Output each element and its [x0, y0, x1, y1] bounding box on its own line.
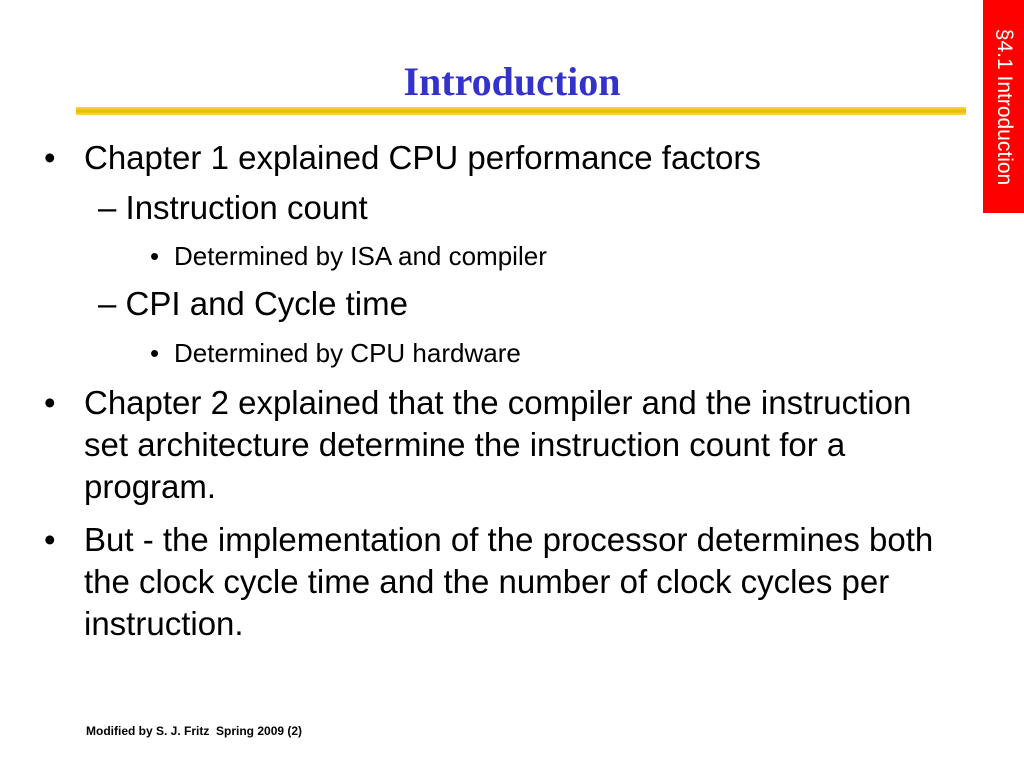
bullet-text: CPI and Cycle time	[125, 285, 408, 322]
bullet-level2	[98, 187, 898, 229]
bullet-level1	[44, 519, 944, 645]
bullet-marker: •	[44, 384, 56, 421]
bullet-level3	[150, 240, 934, 272]
slide-footer: Modified by S. J. Fritz Spring 2009 (2)	[86, 724, 303, 738]
bullet-text: Chapter 2 explained that the compiler and the instruction set architecture determine the instruction count for a program.	[84, 384, 912, 505]
bullet-level3	[150, 337, 934, 369]
bullet-text: But - the implementation of the processor determines both the clock cycle time and the number of clock cycles per instruction.	[84, 521, 934, 642]
slide-title: Introduction	[403, 59, 621, 104]
section-tab	[983, 0, 1024, 213]
bullet-level2	[98, 283, 898, 325]
dash-marker: –	[98, 189, 117, 226]
bullet-text: Determined by ISA and compiler	[174, 241, 547, 271]
bullet-level1	[44, 382, 944, 508]
bullet-text: Determined by CPU hardware	[174, 338, 521, 368]
bullet-text: Chapter 1 explained CPU performance factors	[84, 139, 761, 176]
bullet-marker: •	[44, 139, 56, 176]
bullet-marker: •	[44, 521, 56, 558]
bullet-text: Instruction count	[125, 189, 368, 226]
bullet-level1	[44, 137, 944, 179]
dash-marker: –	[98, 285, 117, 322]
bullet-marker: •	[150, 338, 160, 368]
bullet-marker: •	[150, 241, 160, 271]
section-tab-label: §4.1 Introduction	[992, 28, 1016, 185]
